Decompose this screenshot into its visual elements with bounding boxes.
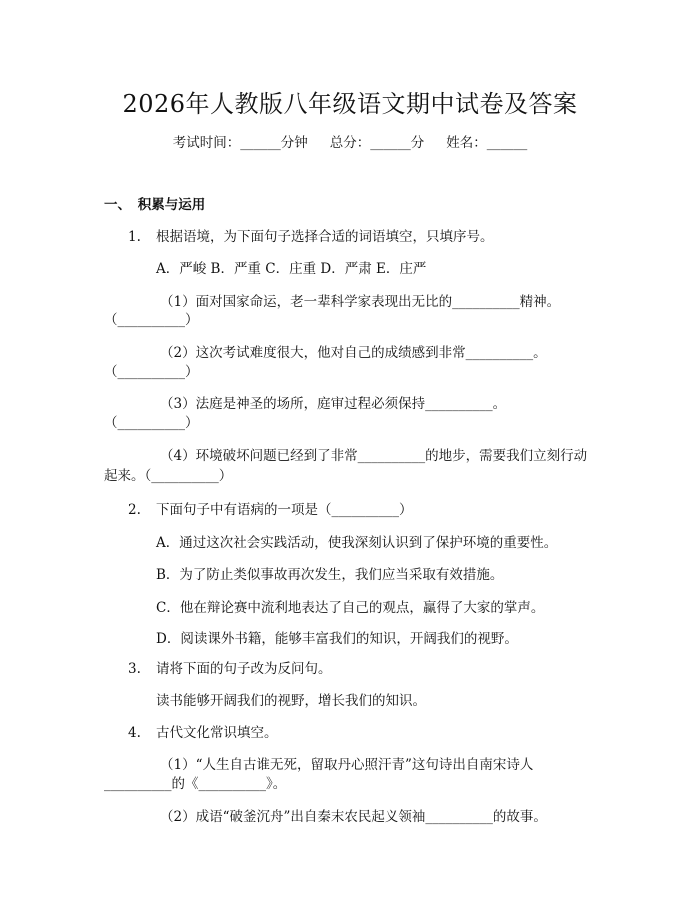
word-options: A．严峻 B．严重 C．庄重 D．严肃 E．庄严: [156, 261, 427, 277]
question-number: 2.: [128, 502, 141, 518]
answer-blank-2: （__________）: [104, 364, 199, 380]
choice-d: D．阅读课外书籍，能够丰富我们的知识，开阔我们的视野。: [156, 631, 518, 647]
page-title: 2026年人教版八年级语文期中试卷及答案: [122, 90, 578, 118]
question-number: 1.: [128, 229, 141, 245]
blank-sentence-3: （3）法庭是神圣的场所，庭审过程必须保持__________。: [160, 396, 507, 412]
culture-answer-blanks-1: __________的《__________》。: [104, 776, 287, 792]
question-stem: 古代文化常识填空。: [156, 725, 278, 741]
answer-blank-1: （__________）: [104, 312, 199, 328]
exam-time-field: 考试时间：______分钟: [172, 135, 308, 151]
question-number: 3.: [128, 661, 141, 677]
question-1: [128, 225, 494, 245]
question-number: 4.: [128, 725, 141, 741]
answer-blank-3: （__________）: [104, 415, 199, 431]
choice-a: A．通过这次社会实践活动，使我深刻认识到了保护环境的重要性。: [156, 535, 558, 551]
source-sentence: 读书能够开阔我们的视野，增长我们的知识。: [156, 693, 426, 709]
culture-question-2: （2）成语“破釜沉舟”出自秦末农民起义领袖__________的故事。: [160, 809, 547, 825]
exam-meta-row: [0, 131, 700, 151]
choice-c: C．他在辩论赛中流利地表达了自己的观点，赢得了大家的掌声。: [156, 600, 545, 616]
question-4: [128, 721, 278, 741]
total-score-field: 总分：______分: [329, 135, 425, 151]
question-stem: 根据语境，为下面句子选择合适的词语填空，只填序号。: [156, 229, 494, 245]
blank-sentence-1: （1）面对国家命运，老一辈科学家表现出无比的__________精神。: [160, 294, 561, 310]
blank-sentence-4: （4）环境破坏问题已经到了非常__________的地步，需要我们立刻行动: [160, 448, 588, 464]
question-stem: 下面句子中有语病的一项是（__________）: [156, 502, 413, 518]
answer-blank-4: 起来。（__________）: [104, 468, 233, 484]
question-stem: 请将下面的句子改为反问句。: [156, 661, 332, 677]
choice-b: B．为了防止类似事故再次发生，我们应当采取有效措施。: [156, 567, 504, 583]
blank-sentence-2: （2）这次考试难度很大，他对自己的成绩感到非常__________。: [160, 345, 547, 361]
section-heading: 一、 积累与运用: [104, 197, 206, 213]
student-name-field: 姓名：______: [446, 135, 528, 151]
culture-question-1: （1）“人生自古谁无死，留取丹心照汗青”这句诗出自南宋诗人: [160, 757, 534, 773]
question-2: [128, 498, 413, 518]
question-3: [128, 657, 332, 677]
